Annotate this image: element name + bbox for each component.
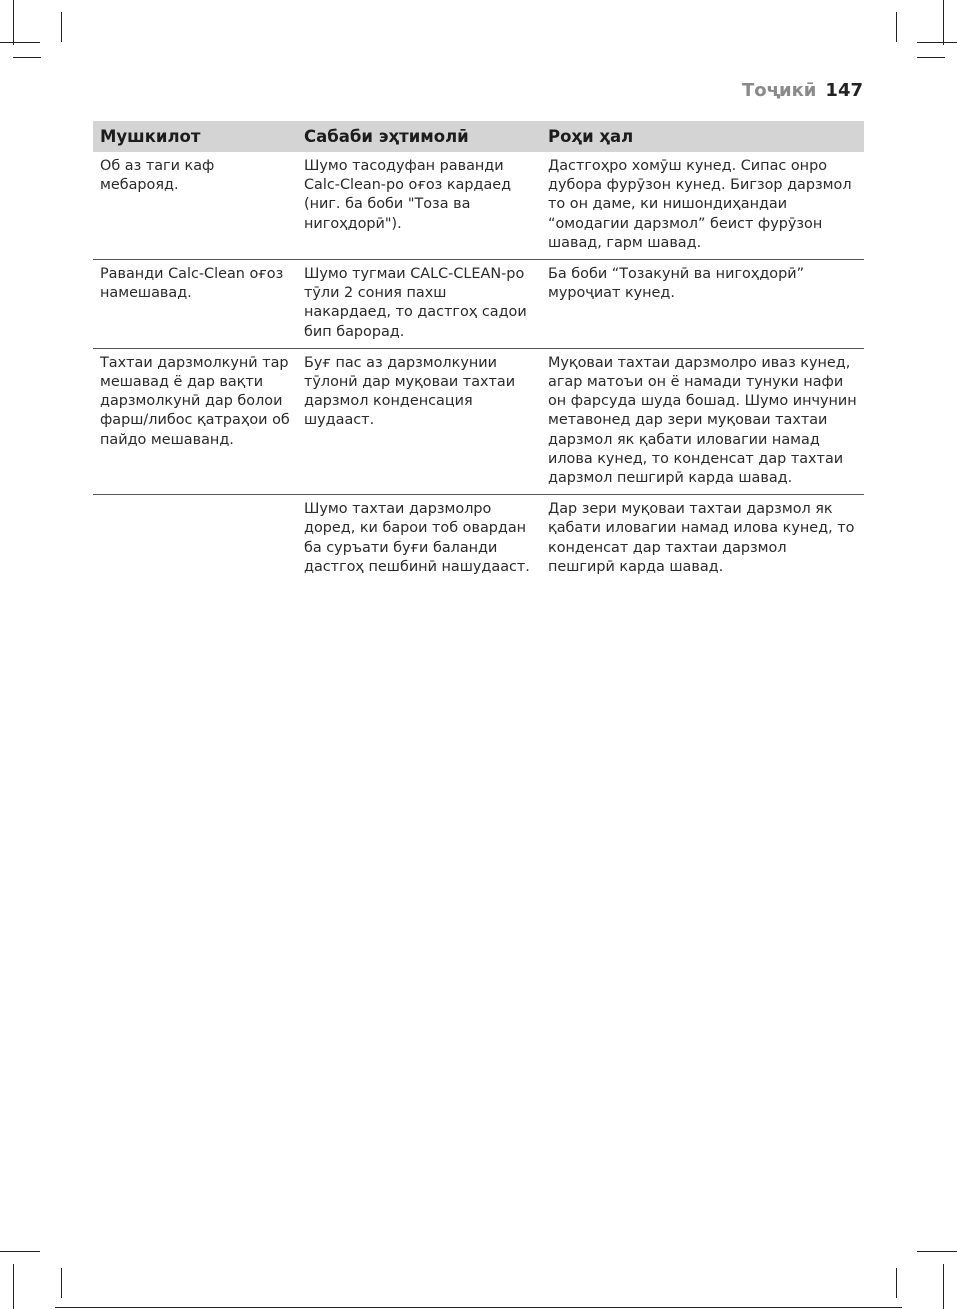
troubleshooting-table <box>93 121 864 583</box>
problem-cell: Об аз таги каф мебарояд. <box>100 158 215 194</box>
crop-mark <box>943 1264 944 1309</box>
crop-mark <box>943 0 944 45</box>
crop-mark <box>55 1307 902 1308</box>
crop-mark <box>896 12 897 42</box>
page-header <box>742 80 863 101</box>
problem-cell: Раванди Calc-Clean оғоз намешавад. <box>93 260 297 349</box>
crop-mark <box>896 1268 897 1298</box>
solution-cell: Ба боби “Тозакунӣ ва нигоҳдорӣ” муроҷиат кунед. <box>541 260 864 349</box>
problem-cell <box>93 495 297 583</box>
column-header-solution: Роҳи ҳал <box>541 121 864 152</box>
crop-mark <box>61 12 62 42</box>
table-row <box>93 260 864 349</box>
cause-cell: Шумо тугмаи CALC-CLEAN-ро тӯли 2 сония пахш накардаед, то дастгоҳ садои бип барорад. <box>297 260 541 349</box>
crop-mark <box>61 1268 62 1298</box>
table-row <box>93 348 864 494</box>
crop-mark <box>13 1264 14 1309</box>
crop-mark <box>13 0 14 45</box>
cause-cell: Шумо тасодуфан раванди Calc-Clean-ро оғоз кардаед (ниг. ба боби "Тоза ва нигоҳдорӣ"). <box>304 158 512 232</box>
cause-cell: Шумо тахтаи дарзмолро доред, ки барои тоб овардан ба суръати буғи баланди дастгоҳ пешбинӣ нашудааст. <box>297 495 541 583</box>
column-header-cause: Сабаби эҳтимолӣ <box>297 121 541 152</box>
column-header-problem: Мушкилот <box>93 121 297 152</box>
table-row <box>93 495 864 583</box>
problem-cell: Тахтаи дарзмолкунӣ тар мешавад ё дар вақти дарзмолкунӣ дар болои фарш/либос қатраҳои об пайдо мешаванд. <box>93 348 297 494</box>
page-number: 147 <box>825 80 863 101</box>
crop-mark <box>917 1251 957 1252</box>
table-row <box>93 152 864 260</box>
crop-mark <box>0 1251 40 1252</box>
solution-cell: Дар зери муқоваи тахтаи дарзмол як қабати иловагии намад илова кунед, то конденсат дар тахтаи дарзмол пешгирӣ карда шавад. <box>541 495 864 583</box>
solution-cell: Дастгоҳро хомӯш кунед. Сипас онро дубора фурӯзон кунед. Бигзор дарзмол то он даме, ки нишондиҳандаи “омодагии дарзмол” беист фурӯзон шавад, гарм шавад. <box>548 158 852 251</box>
crop-mark <box>0 42 40 43</box>
cause-cell: Буғ пас аз дарзмолкунии тӯлонӣ дар муқоваи тахтаи дарзмол конденсация шудааст. <box>297 348 541 494</box>
language-label: Тоҷикӣ <box>741 80 817 101</box>
solution-cell: Муқоваи тахтаи дарзмолро иваз кунед, агар матоъи он ё намади тунуки нафи он фарсуда шуда бошад. Шумо инчунин метавонед дар зери муқоваи тахтаи дарзмол як қабати иловагии намад илова кунед, то конденсат дар тахтаи дарзмол пешгирӣ карда шавад. <box>541 348 864 494</box>
crop-mark <box>13 57 41 58</box>
crop-mark <box>917 42 957 43</box>
table-header-row <box>93 121 864 152</box>
crop-mark <box>917 57 945 58</box>
